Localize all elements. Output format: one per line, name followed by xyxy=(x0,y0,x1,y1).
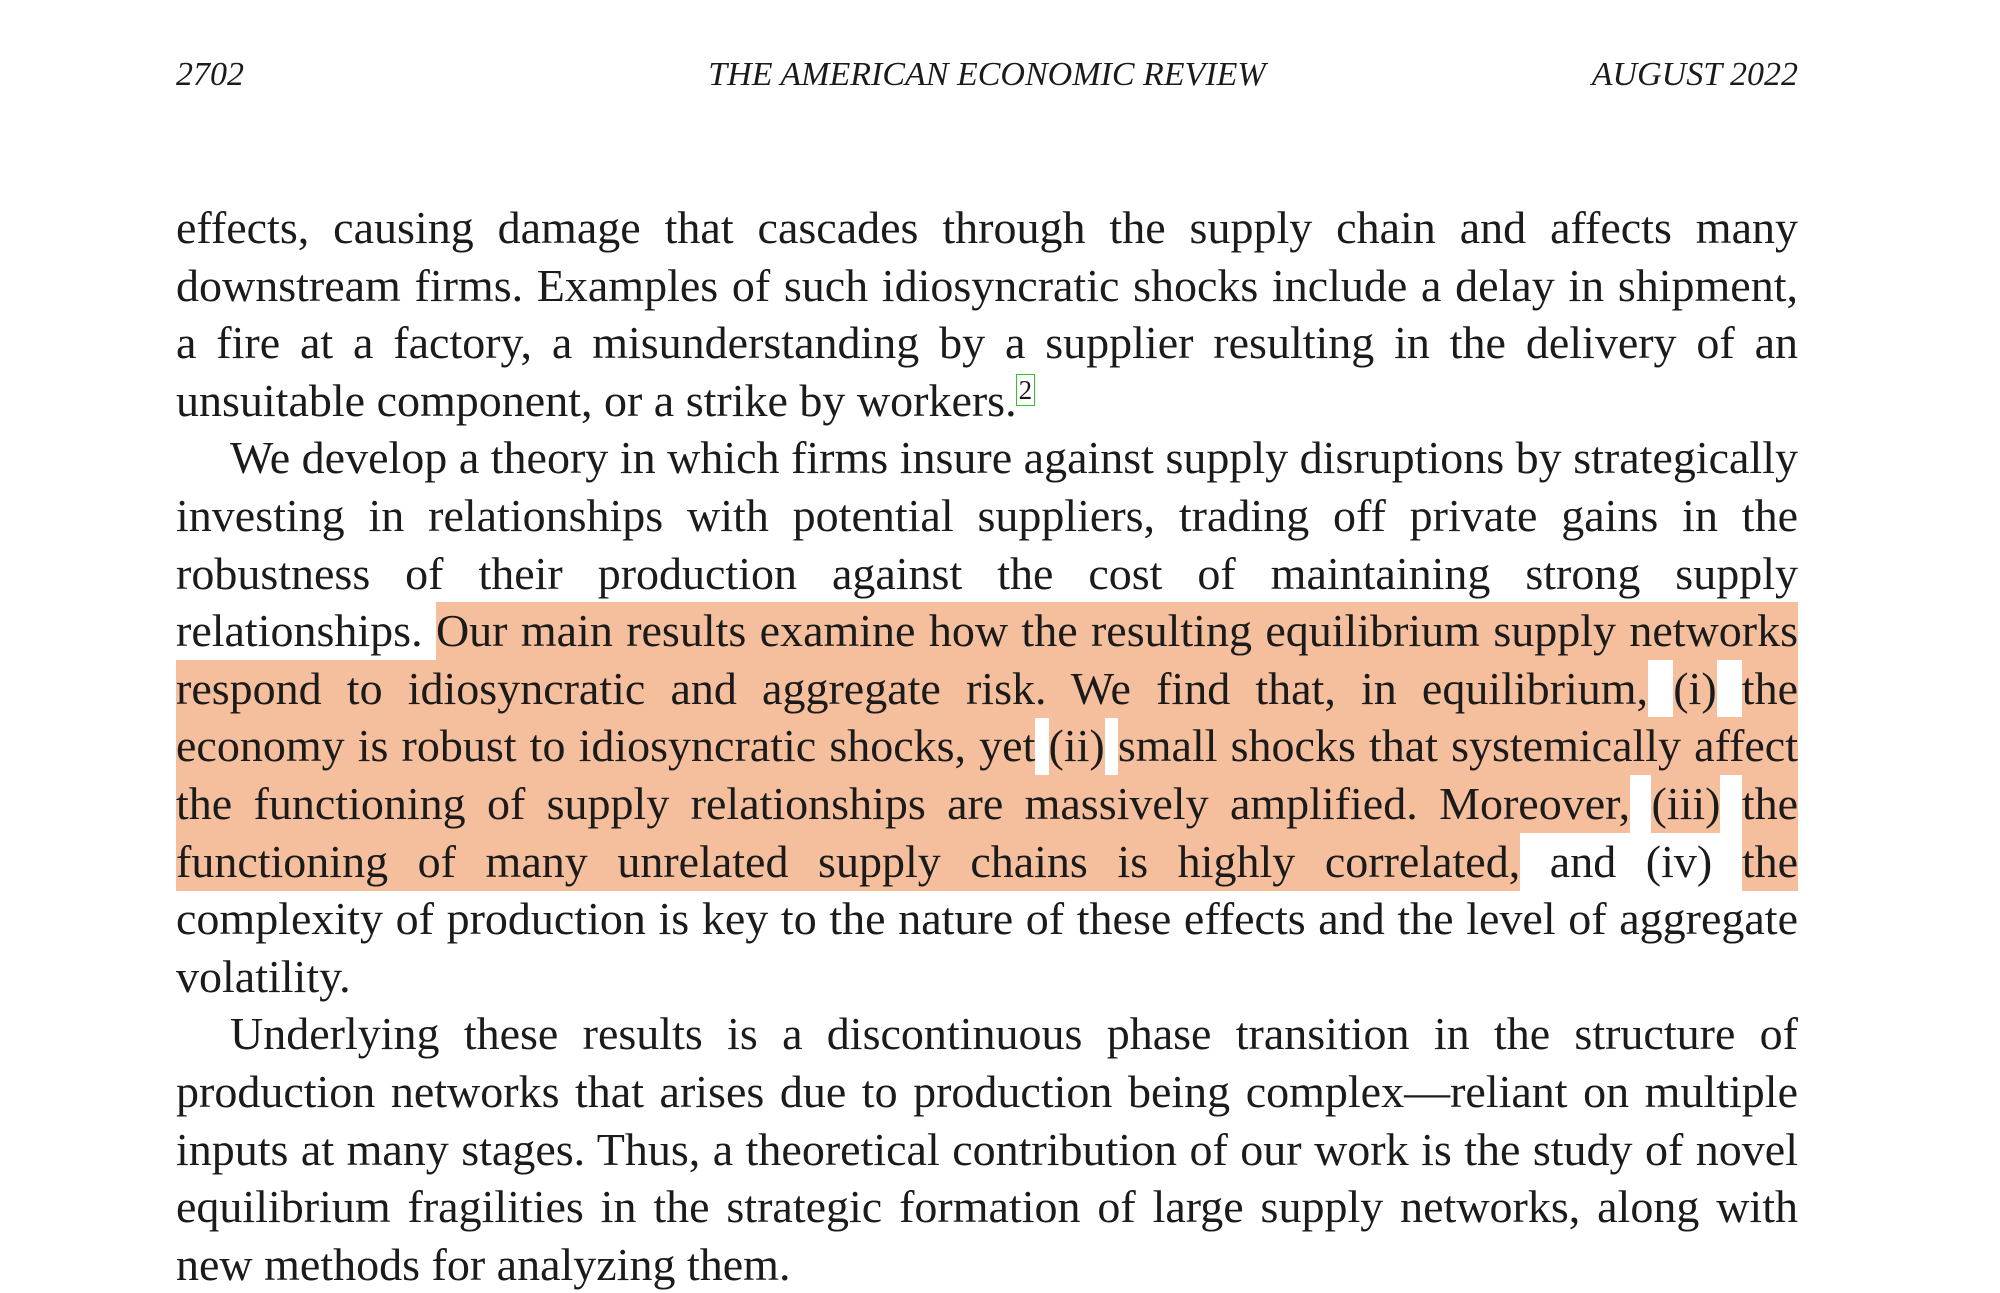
body-text xyxy=(176,199,1798,1293)
paragraph-2-lead: We develop a theory in which firms insure against supply disruptions by strategically investing in relationships with potential suppliers, trading off private gains in the robustness of their production against the cost of maintaining strong supply relationships. xyxy=(176,432,1798,657)
highlight-main-results[interactable]: Our main results examine how the resulting equilibrium supply networks respond to idiosyncratic and aggregate risk. We find that, in equilibrium, xyxy=(176,602,1798,718)
paragraph-3 xyxy=(176,1005,1798,1293)
issue-date: AUGUST 2022 xyxy=(1591,56,1798,93)
paragraph-1-text: effects, causing damage that cascades through the supply chain and affects many downstream firms. Examples of such idiosyncratic shocks include a delay in shipment, a fire at a factory, a misunderstanding by a supplier resulting in the delivery of an unsuitable component, or a strike by workers. xyxy=(176,202,1798,426)
paragraph-2 xyxy=(176,429,1798,1005)
page-number: 2702 xyxy=(176,56,244,93)
paragraph-1 xyxy=(176,199,1798,429)
highlight-the[interactable]: the xyxy=(1742,833,1798,891)
footnote-marker[interactable]: 2 xyxy=(1018,374,1033,405)
highlight-item-ii-marker[interactable]: (ii) xyxy=(1049,717,1105,775)
highlight-item-iii-marker[interactable]: (iii) xyxy=(1651,775,1720,833)
highlight-small-shocks[interactable]: small shocks that systemically affect the functioning of supply relationships are massively amplified. Moreover, xyxy=(176,717,1798,833)
highlight-robust-idiosyncratic[interactable]: the economy is robust to idiosyncratic shocks, yet xyxy=(176,660,1798,776)
paragraph-2-tail: complexity of production is key to the nature of these effects and the level of aggregate volatility. xyxy=(176,893,1798,1002)
highlight-item-i-marker[interactable]: (i) xyxy=(1673,660,1716,718)
journal-title: THE AMERICAN ECONOMIC REVIEW xyxy=(708,56,1266,93)
highlight-correlated-supply-chains[interactable]: the functioning of many unrelated supply chains is highly correlated, xyxy=(176,775,1798,891)
running-header xyxy=(176,50,1798,100)
paragraph-2-item-iv: and (iv) xyxy=(1549,835,1713,887)
paragraph-3-text: Underlying these results is a discontinuous phase transition in the structure of production networks that arises due to production being complex—reliant on multiple inputs at many stages. Thus, a theoretical contribution of our work is the study of novel equilibrium fragilities in the strategic formation of large supply networks, along with new methods for analyzing them. xyxy=(176,1008,1798,1290)
